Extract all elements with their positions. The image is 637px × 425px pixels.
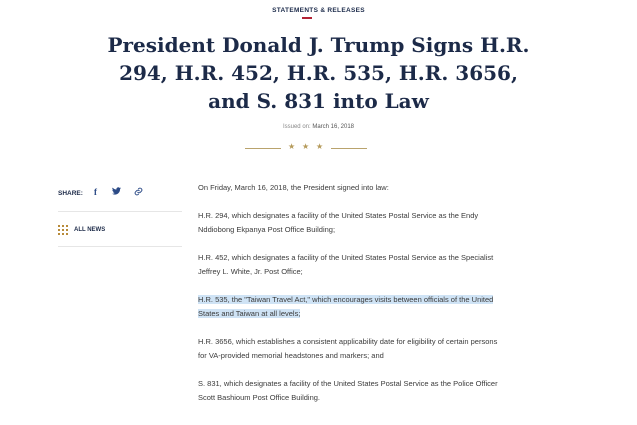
issued-label: Issued on: — [282, 124, 311, 130]
eyebrow-underline — [302, 17, 312, 19]
twitter-icon[interactable] — [112, 187, 121, 198]
star-icon: ★ — [316, 142, 324, 151]
sidebar-divider — [58, 246, 182, 247]
sidebar-divider — [58, 211, 182, 212]
share-label: SHARE: — [58, 190, 83, 197]
page-title: President Donald J. Trump Signs H.R. 294, H.R. 452, H.R. 535, H.R. 3656, and S. 831 into Law — [107, 33, 530, 113]
article-paragraph: H.R. 3656, which establishes a consistent applicability date for eligibility of certain persons for VA-provided memorial headstones and markers; and — [198, 337, 498, 360]
divider-line-left — [245, 148, 281, 149]
article-body — [198, 181, 498, 419]
share-bar — [58, 186, 182, 204]
star-icon: ★ — [288, 142, 296, 151]
all-news-link[interactable] — [58, 225, 182, 237]
article-paragraph-selected — [198, 293, 498, 321]
grid-icon — [58, 225, 68, 235]
facebook-icon[interactable]: f — [94, 187, 97, 197]
issued-line — [0, 124, 637, 130]
issued-date: March 16, 2018 — [312, 124, 355, 130]
article-paragraph: H.R. 452, which designates a facility of the United States Postal Service as the Specialist Jeffrey L. White, Jr. Post Office; — [198, 253, 494, 276]
link-icon[interactable] — [134, 187, 143, 199]
divider-line-right — [331, 148, 367, 149]
article-paragraph: S. 831, which designates a facility of the United States Postal Service as the Police Officer Scott Bashioum Post Office Building. — [198, 379, 498, 402]
section-eyebrow-link[interactable]: STATEMENTS & RELEASES — [272, 7, 365, 14]
ornamental-divider — [245, 143, 367, 155]
article-paragraph: H.R. 294, which designates a facility of the United States Postal Service as the Endy Nddiobong Ekpanya Post Office Building; — [198, 211, 479, 234]
text-selection: H.R. 535, the "Taiwan Travel Act," which encourages visits between officials of the United States and Taiwan at all levels; — [198, 295, 494, 318]
all-news-label: ALL NEWS — [74, 227, 106, 233]
star-icon: ★ — [302, 142, 310, 151]
article-paragraph: On Friday, March 16, 2018, the President signed into law: — [198, 183, 389, 192]
